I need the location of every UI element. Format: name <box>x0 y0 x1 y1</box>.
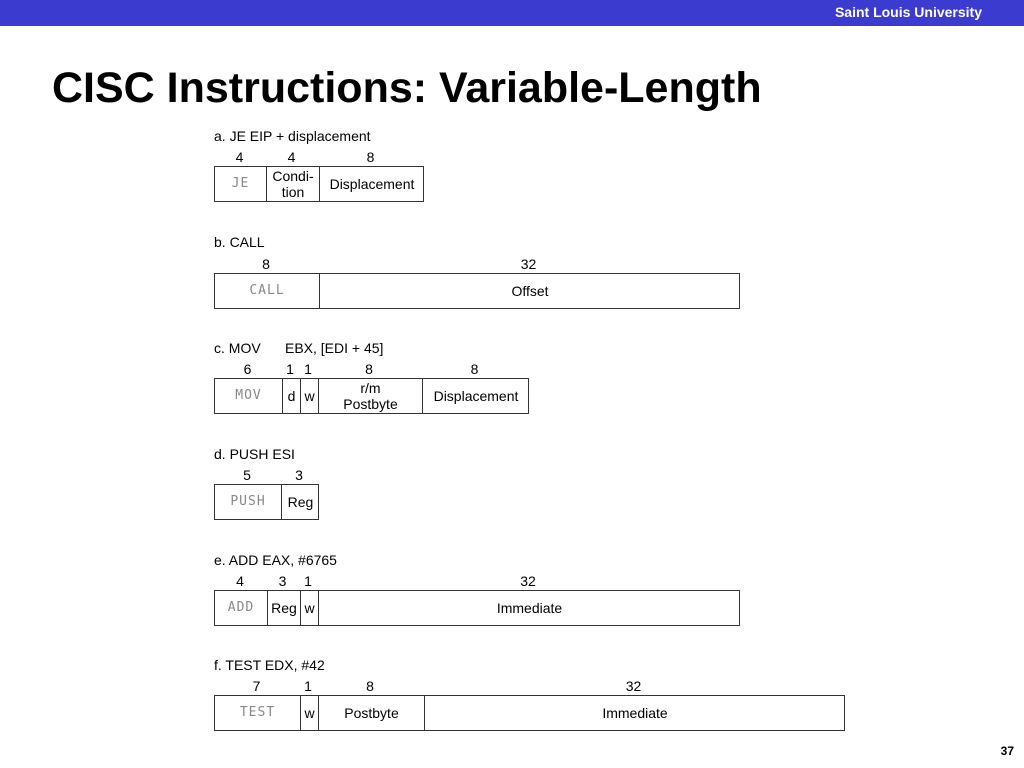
field-text-line: Condi- <box>272 168 314 184</box>
field-text-line: Reg <box>271 600 297 616</box>
format-label: e. ADD EAX, #6765 <box>214 552 337 568</box>
field-cell <box>281 485 319 519</box>
field-text-line: Immediate <box>496 600 563 616</box>
field-text-line: w <box>304 388 315 404</box>
field-text-line: r/m <box>360 380 381 396</box>
bit-width-label: 8 <box>470 361 479 377</box>
field-text <box>232 176 250 192</box>
format-label: c. MOV <box>214 340 261 356</box>
field-text-line: ADD <box>227 600 255 615</box>
field-text <box>511 283 548 299</box>
field-text <box>602 705 667 721</box>
field-cell <box>318 591 740 625</box>
field-cell <box>319 274 740 308</box>
field-text <box>497 600 562 616</box>
bit-width-label: 6 <box>243 361 252 377</box>
field-text <box>288 494 314 510</box>
bit-width-label: 7 <box>252 678 261 694</box>
field-text-line: Offset <box>511 283 549 299</box>
field-text-line: PUSH <box>230 494 266 509</box>
instruction-format-box <box>214 695 845 731</box>
field-cell <box>318 379 422 413</box>
format-label: a. JE EIP + displacement <box>214 128 371 144</box>
bit-width-label: 1 <box>286 361 294 377</box>
bit-width-label: 8 <box>365 361 373 377</box>
field-cell <box>300 591 318 625</box>
field-text-line: Postbyte <box>343 396 398 412</box>
format-label: b. CALL <box>214 234 265 250</box>
field-text <box>249 283 284 299</box>
field-cell <box>422 379 529 413</box>
bit-width-label: 8 <box>366 678 374 694</box>
bit-width-label: 32 <box>520 256 537 272</box>
field-text-line: Displacement <box>329 176 415 192</box>
field-text-line: Reg <box>287 494 314 510</box>
opcode-field <box>215 696 300 730</box>
field-cell <box>318 696 424 730</box>
opcode-field <box>215 485 281 519</box>
bit-width-label: 8 <box>366 149 375 165</box>
bit-width-label: 4 <box>235 149 244 165</box>
field-text-line: Immediate <box>602 705 668 721</box>
field-text <box>228 600 254 616</box>
field-text <box>434 388 519 404</box>
bit-width-label: 8 <box>262 256 270 272</box>
field-text <box>304 600 314 616</box>
instruction-format-box <box>214 166 424 202</box>
field-text <box>271 600 297 616</box>
opcode-field <box>215 274 319 308</box>
field-text <box>240 705 275 721</box>
university-name: Saint Louis University <box>834 4 982 20</box>
bit-width-label: 3 <box>278 573 287 589</box>
field-cell <box>300 696 318 730</box>
field-text <box>330 176 415 192</box>
instruction-format-box <box>214 484 319 520</box>
field-text-line: TEST <box>239 705 276 720</box>
field-text-line: JE <box>231 176 250 191</box>
field-cell <box>267 591 300 625</box>
instruction-format-box <box>214 590 740 626</box>
bit-width-label: 1 <box>304 678 312 694</box>
format-label: f. TEST EDX, #42 <box>214 657 325 673</box>
field-text-line: CALL <box>249 283 285 298</box>
field-text-line: tion <box>281 184 305 200</box>
field-text <box>344 705 398 721</box>
bit-width-label: 4 <box>287 149 296 165</box>
field-text <box>272 168 313 200</box>
instruction-format-box <box>214 378 529 414</box>
bit-width-label: 1 <box>304 573 312 589</box>
field-text <box>304 388 314 404</box>
field-cell <box>266 167 319 201</box>
field-text-line: d <box>287 388 296 404</box>
instruction-format-box <box>214 273 740 309</box>
field-cell <box>300 379 318 413</box>
field-cell <box>282 379 300 413</box>
bit-width-label: 3 <box>295 467 303 483</box>
slide-title: CISC Instructions: Variable-Length <box>52 64 762 112</box>
opcode-field <box>215 379 282 413</box>
field-cell <box>319 167 424 201</box>
format-label: d. PUSH ESI <box>214 446 295 462</box>
bit-width-label: 4 <box>236 573 244 589</box>
opcode-field <box>215 167 266 201</box>
bit-width-label: 32 <box>625 678 642 694</box>
field-text <box>230 494 265 510</box>
field-cell <box>424 696 845 730</box>
opcode-field <box>215 591 267 625</box>
field-text <box>304 705 314 721</box>
field-text-line: w <box>304 600 315 616</box>
page-number: 37 <box>1000 744 1014 758</box>
format-operands: EBX, [EDI + 45] <box>285 340 384 356</box>
field-text-line: w <box>304 705 315 721</box>
field-text-line: Postbyte <box>344 705 399 721</box>
field-text <box>235 388 261 404</box>
field-text-line: Displacement <box>433 388 519 404</box>
field-text <box>343 380 397 412</box>
bit-width-label: 32 <box>520 573 536 589</box>
field-text <box>288 388 296 404</box>
bit-width-label: 1 <box>304 361 312 377</box>
bit-width-label: 5 <box>243 467 251 483</box>
field-text-line: MOV <box>235 388 262 403</box>
